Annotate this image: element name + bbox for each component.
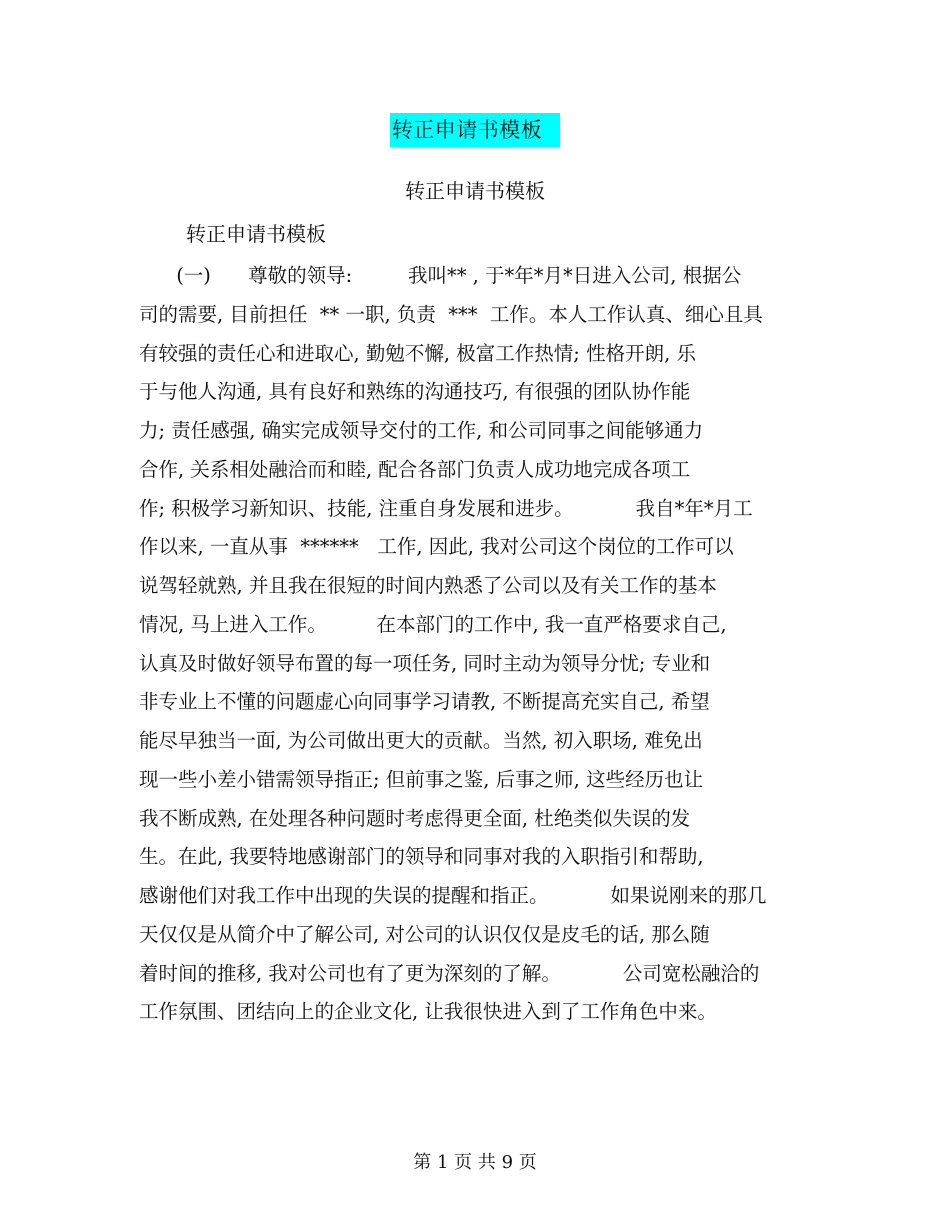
body-line: 情况, 马上进入工作。 在本部门的工作中, 我一直严格要求自己,	[139, 612, 727, 636]
title-container	[0, 113, 950, 147]
body-line: 力; 责任感强, 确实完成领导交付的工作, 和公司同事之间能够通力	[139, 419, 704, 442]
body-line: 天仅仅是从简介中了解公司, 对公司的认识仅仅是皮毛的话, 那么随	[139, 922, 710, 946]
body-line: 有较强的责任心和进取心, 勤勉不懈, 极富工作热情; 性格开朗, 乐	[139, 341, 696, 365]
body-line: 生。在此, 我要特地感谢部门的领导和同事对我的入职指引和帮助,	[139, 845, 704, 869]
subtitle: 转正申请书模板	[405, 179, 545, 203]
page-footer: 第 1 页 共 9 页	[413, 1152, 537, 1173]
body-line: 合作, 关系相处融洽而和睦, 配合各部门负责人成功地完成各项工	[139, 457, 691, 481]
section-heading: 转正申请书模板	[186, 222, 326, 246]
body-line: 非专业上不懂的问题虚心向同事学习请教, 不断提高充实自己, 希望	[139, 690, 710, 714]
body-line: 说驾轻就熟, 并且我在很短的时间内熟悉了公司以及有关工作的基本	[139, 574, 717, 597]
body-text	[139, 257, 819, 1032]
body-line: 我不断成熟, 在处理各种问题时考虑得更全面, 杜绝类似失误的发	[139, 806, 691, 830]
body-line: 能尽早独当一面, 为公司做出更大的贡献。当然, 初入职场, 难免出	[139, 729, 703, 752]
body-line: (一) 尊敬的领导: 我叫** , 于*年*月*日进入公司, 根据公	[139, 264, 742, 287]
body-line: 工作氛围、团结向上的企业文化, 让我很快进入到了工作角色中来。	[139, 1000, 717, 1024]
body-line: 司的需要, 目前担任 ** 一职, 负责 *** 工作。本人工作认真、细心且具	[139, 302, 763, 326]
body-line: 现一些小差小错需领导指正; 但前事之鉴, 后事之师, 这些经历也让	[139, 767, 704, 791]
body-line: 感谢他们对我工作中出现的失误的提醒和指正。 如果说刚来的那几	[139, 884, 767, 907]
body-line: 着时间的推移, 我对公司也有了更为深刻的了解。 公司宽松融洽的	[139, 961, 760, 985]
body-line: 作以来, 一直从事 ****** 工作, 因此, 我对公司这个岗位的工作可以	[139, 535, 734, 559]
body-line: 作; 积极学习新知识、技能, 注重自身发展和进步。 我自*年*月工	[139, 496, 753, 520]
highlighted-title: 转正申请书模板	[390, 113, 561, 147]
body-line: 认真及时做好领导布置的每一项任务, 同时主动为领导分忧; 专业和	[139, 651, 711, 675]
body-line: 于与他人沟通, 具有良好和熟练的沟通技巧, 有很强的团队协作能	[139, 380, 691, 404]
